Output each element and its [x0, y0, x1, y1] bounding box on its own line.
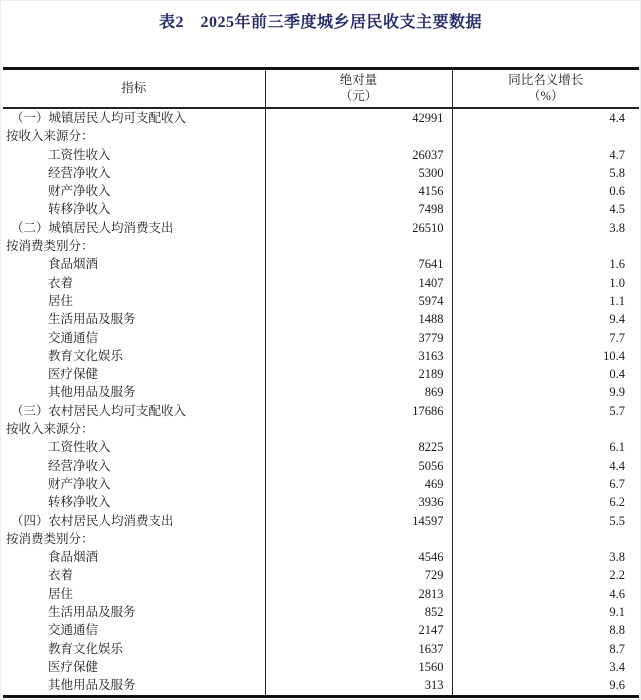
- header-indicator: [3, 69, 265, 109]
- table-row: [3, 530, 639, 548]
- indicator-cell: 交通通信: [48, 330, 99, 345]
- indicator-cell: （三）农村居民人均可支配收入: [11, 403, 187, 418]
- table-row: [3, 237, 639, 255]
- header-growth-unit: （%）: [528, 89, 564, 103]
- indicator-cell: 财产净收入: [48, 184, 111, 199]
- header-absolute-amount: [265, 69, 452, 109]
- indicator-cell: 医疗保健: [48, 659, 99, 674]
- indicator-cell: 交通通信: [48, 623, 99, 638]
- value-cell: 3163: [265, 347, 452, 365]
- indicator-cell: 医疗保健: [48, 367, 99, 382]
- table-row: [3, 475, 639, 493]
- value-cell: 1407: [265, 274, 452, 292]
- value-cell: 7641: [265, 255, 452, 273]
- growth-cell: 9.9: [452, 383, 639, 401]
- table-header: [3, 69, 639, 109]
- growth-cell: 4.6: [452, 585, 639, 603]
- value-cell: 17686: [265, 402, 452, 420]
- table-row: [3, 512, 639, 530]
- growth-cell: 6.7: [452, 475, 639, 493]
- value-cell: 1488: [265, 310, 452, 328]
- value-cell: 2189: [265, 365, 452, 383]
- growth-cell: 4.7: [452, 146, 639, 164]
- value-cell: 5300: [265, 164, 452, 182]
- indicator-cell: 经营净收入: [48, 458, 111, 473]
- value-cell: [265, 127, 452, 145]
- indicator-cell: 转移净收入: [48, 495, 111, 510]
- table-row: [3, 640, 639, 658]
- table-row: [3, 402, 639, 420]
- value-cell: [265, 237, 452, 255]
- page-title: 表2 2025年前三季度城乡居民收支主要数据: [158, 14, 482, 31]
- table-row: [3, 164, 639, 182]
- indicator-cell: 按消费类别分：: [6, 531, 94, 546]
- indicator-cell: 经营净收入: [48, 165, 111, 180]
- table-row: [3, 127, 639, 145]
- growth-cell: 10.4: [452, 347, 639, 365]
- indicator-cell: （四）农村居民人均消费支出: [11, 513, 174, 528]
- header-absolute-label: 绝对量: [339, 73, 378, 87]
- growth-cell: 9.6: [452, 676, 639, 696]
- indicator-cell: 生活用品及服务: [48, 605, 136, 620]
- table-row: [3, 493, 639, 511]
- indicator-cell: 教育文化娱乐: [48, 641, 124, 656]
- value-cell: 2813: [265, 585, 452, 603]
- growth-cell: 0.4: [452, 365, 639, 383]
- table-row: [3, 621, 639, 639]
- value-cell: 313: [265, 676, 452, 696]
- value-cell: 26037: [265, 146, 452, 164]
- value-cell: 1560: [265, 658, 452, 676]
- growth-cell: [452, 127, 639, 145]
- table-row: [3, 255, 639, 273]
- value-cell: 2147: [265, 621, 452, 639]
- indicator-cell: 居住: [48, 293, 74, 308]
- growth-cell: 8.7: [452, 640, 639, 658]
- indicator-cell: 工资性收入: [48, 440, 111, 455]
- table-row: [3, 219, 639, 237]
- indicator-cell: （二）城镇居民人均消费支出: [11, 220, 174, 235]
- value-cell: 26510: [265, 219, 452, 237]
- growth-cell: 5.5: [452, 512, 639, 530]
- indicator-cell: 工资性收入: [48, 147, 111, 162]
- indicator-cell: 其他用品及服务: [48, 385, 136, 400]
- table-row: [3, 274, 639, 292]
- growth-cell: [452, 420, 639, 438]
- growth-cell: 1.6: [452, 255, 639, 273]
- table-body: [3, 108, 639, 696]
- value-cell: [265, 530, 452, 548]
- growth-cell: 7.7: [452, 329, 639, 347]
- value-cell: 5056: [265, 457, 452, 475]
- value-cell: 4546: [265, 548, 452, 566]
- value-cell: 469: [265, 475, 452, 493]
- table-row: [3, 548, 639, 566]
- growth-cell: 9.1: [452, 603, 639, 621]
- value-cell: 1637: [265, 640, 452, 658]
- indicator-cell: 按消费类别分：: [6, 239, 94, 254]
- header-row: [3, 69, 639, 109]
- growth-cell: 4.5: [452, 200, 639, 218]
- table-row: [3, 585, 639, 603]
- indicator-cell: 按收入来源分：: [6, 129, 94, 144]
- value-cell: 869: [265, 383, 452, 401]
- table-row: [3, 182, 639, 200]
- header-absolute-unit: （元）: [339, 89, 378, 103]
- indicator-cell: 衣着: [48, 275, 74, 290]
- table-row: [3, 566, 639, 584]
- growth-cell: 0.6: [452, 182, 639, 200]
- table-row: [3, 365, 639, 383]
- indicator-cell: 生活用品及服务: [48, 312, 136, 327]
- growth-cell: 1.1: [452, 292, 639, 310]
- growth-cell: 3.4: [452, 658, 639, 676]
- growth-cell: 6.1: [452, 438, 639, 456]
- table-row: [3, 108, 639, 127]
- indicator-cell: 食品烟酒: [48, 257, 99, 272]
- table-row: [3, 438, 639, 456]
- growth-cell: 5.8: [452, 164, 639, 182]
- growth-cell: 2.2: [452, 566, 639, 584]
- indicator-cell: 居住: [48, 586, 74, 601]
- growth-cell: [452, 530, 639, 548]
- table-row: [3, 420, 639, 438]
- header-growth-label: 同比名义增长: [508, 73, 584, 87]
- growth-cell: 1.0: [452, 274, 639, 292]
- table-row: [3, 676, 639, 696]
- growth-cell: 9.4: [452, 310, 639, 328]
- table-row: [3, 310, 639, 328]
- growth-cell: [452, 237, 639, 255]
- value-cell: 3936: [265, 493, 452, 511]
- table-row: [3, 383, 639, 401]
- value-cell: 4156: [265, 182, 452, 200]
- growth-cell: 5.7: [452, 402, 639, 420]
- table-row: [3, 292, 639, 310]
- table-row: [3, 457, 639, 475]
- value-cell: 7498: [265, 200, 452, 218]
- table-row: [3, 658, 639, 676]
- value-cell: 42991: [265, 108, 452, 127]
- indicator-cell: 转移净收入: [48, 202, 111, 217]
- value-cell: 852: [265, 603, 452, 621]
- indicator-cell: 其他用品及服务: [48, 678, 136, 693]
- indicator-cell: 财产净收入: [48, 476, 111, 491]
- growth-cell: 6.2: [452, 493, 639, 511]
- table-row: [3, 146, 639, 164]
- indicator-cell: 教育文化娱乐: [48, 348, 124, 363]
- table-row: [3, 329, 639, 347]
- header-indicator-label: 指标: [121, 81, 147, 95]
- value-cell: 14597: [265, 512, 452, 530]
- indicator-cell: 食品烟酒: [48, 550, 99, 565]
- income-expenditure-table: [3, 67, 639, 698]
- growth-cell: 3.8: [452, 548, 639, 566]
- indicator-cell: （一）城镇居民人均可支配收入: [11, 111, 187, 125]
- growth-cell: 3.8: [452, 219, 639, 237]
- value-cell: 3779: [265, 329, 452, 347]
- table-row: [3, 200, 639, 218]
- value-cell: 5974: [265, 292, 452, 310]
- value-cell: [265, 420, 452, 438]
- value-cell: 729: [265, 566, 452, 584]
- value-cell: 8225: [265, 438, 452, 456]
- table-row: [3, 603, 639, 621]
- indicator-cell: 衣着: [48, 568, 74, 583]
- header-growth: [452, 69, 639, 109]
- table-row: [3, 347, 639, 365]
- growth-cell: 4.4: [452, 457, 639, 475]
- growth-cell: 8.8: [452, 621, 639, 639]
- growth-cell: 4.4: [452, 108, 639, 127]
- indicator-cell: 按收入来源分：: [6, 422, 94, 437]
